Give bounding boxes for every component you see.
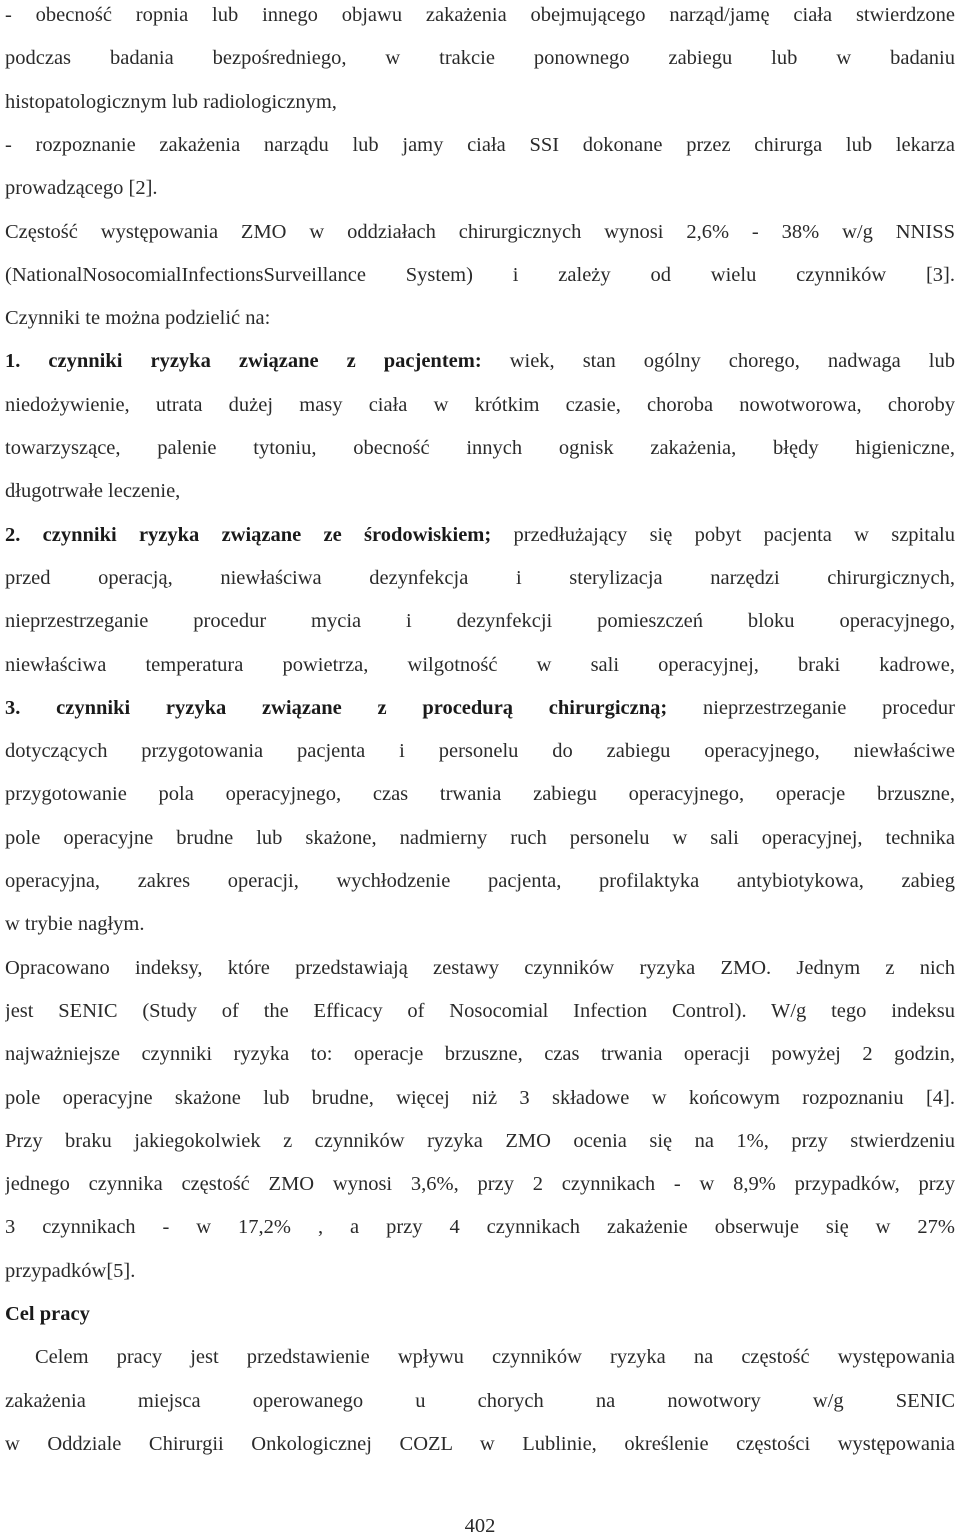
text-line — [5, 996, 955, 1026]
text-line — [5, 346, 955, 376]
line-text: Częstość występowania ZMO w oddziałach chirurgicznych wynosi 2,6% - 38% w/g NNISS — [5, 220, 955, 243]
line-text: przedłużający się pobyt pacjenta w szpitalu — [491, 523, 955, 546]
line-text: w trybie nagłym. — [5, 913, 145, 936]
text-line — [5, 1429, 955, 1459]
line-text: niewłaściwa temperatura powietrza, wilgotność w sali operacyjnej, braki kadrowe, — [5, 653, 955, 676]
line-text: prowadzącego [2]. — [5, 177, 158, 200]
text-line — [5, 217, 955, 247]
line-text: Czynniki te można podzielić na: — [5, 307, 271, 330]
line-text: towarzyszące, palenie tytoniu, obecność innych ognisk zakażenia, błędy higieniczne, — [5, 437, 955, 459]
line-text: przygotowanie pola operacyjnego, czas trwania zabiegu operacyjnego, operacje brzuszne, — [5, 783, 955, 806]
line-text: podczas badania bezpośredniego, w trakcie ponownego zabiegu lub w badaniu — [5, 47, 955, 70]
line-text: wiek, stan ogólny chorego, nadwaga lub — [481, 350, 955, 373]
text-line — [5, 303, 955, 333]
line-text: nieprzestrzeganie procedur mycia i dezynfekcji pomieszczeń bloku operacyjnego, — [5, 610, 955, 633]
line-text: 3 czynnikach - w 17,2% , a przy 4 czynnikach zakażenie obserwuje się w 27% — [5, 1216, 955, 1239]
line-text: przed operacją, niewłaściwa dezynfekcja i sterylizacja narzędzi chirurgicznych, — [5, 566, 955, 589]
text-line — [5, 173, 955, 203]
text-line — [5, 0, 955, 30]
text-line — [5, 909, 955, 939]
text-line — [5, 476, 955, 506]
line-text: pole operacyjne brudne lub skażone, nadmierny ruch personelu w sali operacyjnej, technika — [5, 826, 955, 849]
bold-lead-text: 2. czynniki ryzyka związane ze środowiskiem; — [5, 523, 492, 546]
heading-text: Cel pracy — [5, 1303, 90, 1325]
text-line — [5, 1386, 955, 1416]
line-text: najważniejsze czynniki ryzyka to: operacje brzuszne, czas trwania operacji powyżej 2 godzin, — [5, 1043, 955, 1066]
line-text: pole operacyjne skażone lub brudne, więcej niż 3 składowe w końcowym rozpoznaniu [4]. — [5, 1086, 955, 1109]
page-number: 402 — [464, 1515, 496, 1537]
line-text: przypadków[5]. — [5, 1259, 136, 1282]
text-line — [5, 1212, 955, 1242]
line-text: niedożywienie, utrata dużej masy ciała w krótkim czasie, choroba nowotworowa, choroby — [5, 393, 955, 416]
line-text: (NationalNosocomialInfectionsSurveillance System) i zależy od wielu czynników [3]. — [5, 263, 955, 286]
section-heading — [5, 1299, 955, 1329]
text-line — [5, 736, 955, 766]
line-text: - obecność ropnia lub innego objawu zakażenia obejmującego narząd/jamę ciała stwierdzone — [5, 4, 955, 26]
bold-lead-text: 1. czynniki ryzyka związane z pacjentem: — [5, 350, 482, 373]
text-line — [5, 1256, 955, 1286]
text-line — [5, 390, 955, 420]
line-text: długotrwałe leczenie, — [5, 480, 181, 503]
text-line — [5, 1169, 955, 1199]
line-text: Celem pracy jest przedstawienie wpływu czynników ryzyka na częstość występowania — [35, 1346, 955, 1369]
text-line — [5, 779, 955, 809]
text-line — [5, 433, 955, 463]
text-line — [5, 1083, 955, 1113]
line-text: w Oddziale Chirurgii Onkologicznej COZL w Lublinie, określenie częstości występowania — [5, 1432, 955, 1455]
line-text: - rozpoznanie zakażenia narządu lub jamy ciała SSI dokonane przez chirurga lub lekarza — [5, 133, 955, 156]
text-line — [5, 87, 955, 117]
text-line — [5, 130, 955, 160]
line-text: histopatologicznym lub radiologicznym, — [5, 90, 337, 113]
text-line — [5, 563, 955, 593]
line-text: operacyjna, zakres operacji, wychłodzenie pacjenta, profilaktyka antybiotykowa, zabieg — [5, 870, 955, 892]
text-line — [5, 1039, 955, 1069]
text-line — [5, 650, 955, 680]
line-text: jednego czynnika częstość ZMO wynosi 3,6%, przy 2 czynnikach - w 8,9% przypadków, przy — [5, 1173, 955, 1196]
line-text: dotyczących przygotowania pacjenta i personelu do zabiegu operacyjnego, niewłaściwe — [5, 740, 955, 763]
text-line — [5, 1126, 955, 1156]
bold-lead-text: 3. czynniki ryzyka związane z procedurą chirurgiczną; — [5, 696, 668, 719]
text-line — [5, 260, 955, 290]
text-line — [5, 1342, 955, 1372]
text-line — [5, 520, 955, 550]
line-text: zakażenia miejsca operowanego u chorych na nowotwory w/g SENIC — [5, 1389, 955, 1412]
text-line — [5, 43, 955, 73]
line-text: Opracowano indeksy, które przedstawiają zestawy czynników ryzyka ZMO. Jednym z nich — [5, 956, 955, 979]
text-line — [5, 953, 955, 983]
line-text: Przy braku jakiegokolwiek z czynników ryzyka ZMO ocenia się na 1%, przy stwierdzeniu — [5, 1129, 955, 1152]
text-line — [5, 866, 955, 896]
line-text: nieprzestrzeganie procedur — [667, 696, 955, 719]
text-line — [5, 606, 955, 636]
text-line — [5, 823, 955, 853]
text-line — [5, 693, 955, 723]
line-text: jest SENIC (Study of the Efficacy of Nosocomial Infection Control). W/g tego indeksu — [5, 999, 955, 1022]
